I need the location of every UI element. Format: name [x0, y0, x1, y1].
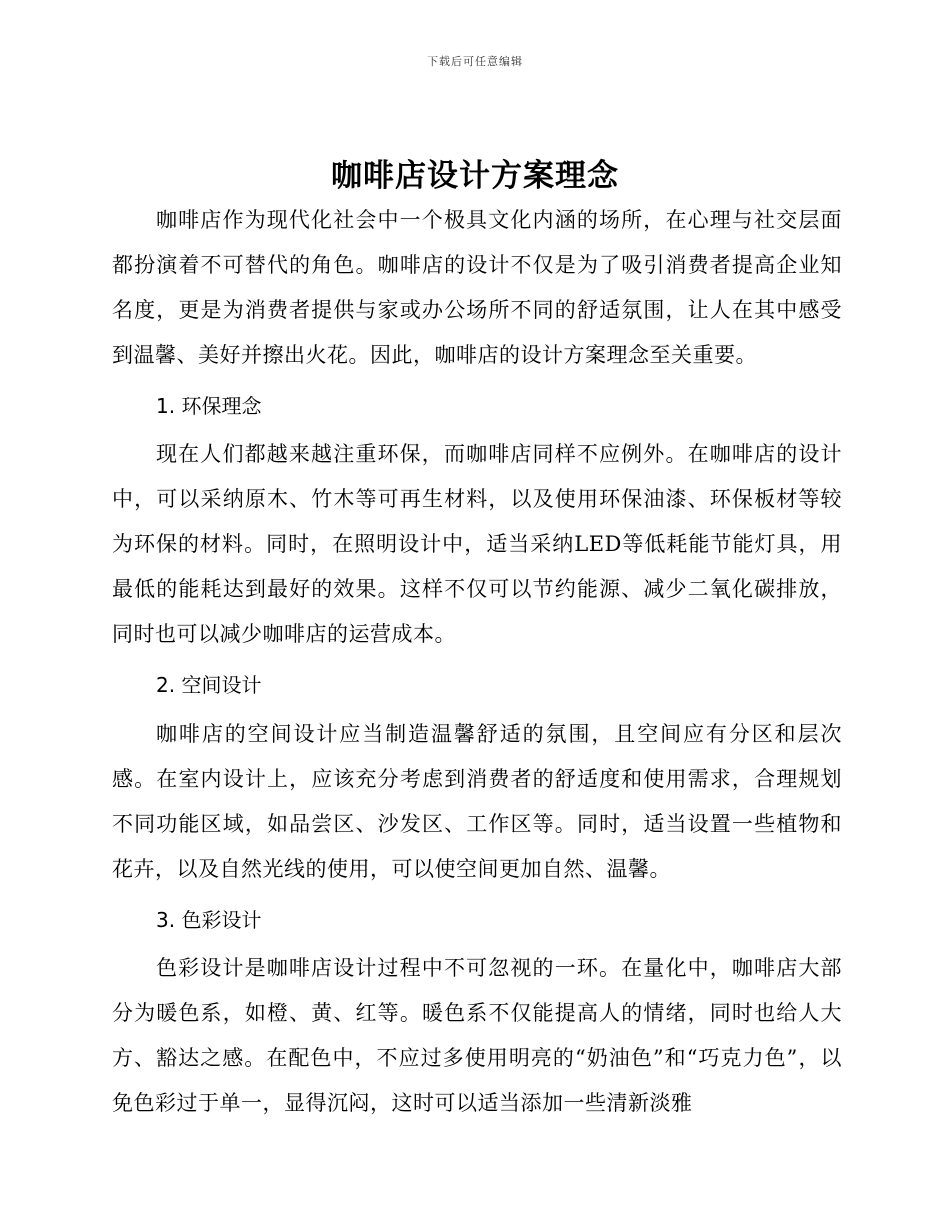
document-title: 咖啡店设计方案理念	[331, 158, 619, 194]
intro-paragraph: 咖啡店作为现代化社会中一个极具文化内涵的场所，在心理与社交层面都扮演着不可替代的角色。咖啡店的设计不仅是为了吸引消费者提高企业知名度，更是为消费者提供与家或办公场所不同的舒适氛围，让人在其中感受到温馨、美好并擦出火花。因此，咖啡店的设计方案理念至关重要。	[112, 208, 842, 367]
section-heading-space: 2. 空间设计	[156, 673, 262, 697]
section-body-eco: 现在人们都越来越注重环保，而咖啡店同样不应例外。在咖啡店的设计中，可以采纳原木、竹木等可再生材料，以及使用环保油漆、环保板材等较为环保的材料。同时，在照明设计中，适当采纳LED等低耗能节能灯具，用最低的能耗达到最好的效果。这样不仅可以节约能源、减少二氧化碳排放，同时也可以减少咖啡店的运营成本。	[112, 442, 842, 646]
section-body-color: 色彩设计是咖啡店设计过程中不可忽视的一环。在量化中，咖啡店大部分为暖色系，如橙、黄、红等。暖色系不仅能提高人的情绪，同时也给人大方、豁达之感。在配色中，不应过多使用明亮的“奶油色”和“巧克力色”，以免色彩过于单一，显得沉闷，这时可以适当添加一些清新淡雅	[112, 956, 842, 1115]
section-heading-eco: 1. 环保理念	[156, 394, 262, 418]
page-header-note: 下载后可任意编辑	[427, 55, 523, 68]
section-body-space: 咖啡店的空间设计应当制造温馨舒适的氛围，且空间应有分区和层次感。在室内设计上，应该充分考虑到消费者的舒适度和使用需求，合理规划不同功能区域，如品尝区、沙发区、工作区等。同时，适当设置一些植物和花卉，以及自然光线的使用，可以使空间更加自然、温馨。	[112, 722, 842, 881]
section-heading-color: 3. 色彩设计	[156, 908, 262, 932]
